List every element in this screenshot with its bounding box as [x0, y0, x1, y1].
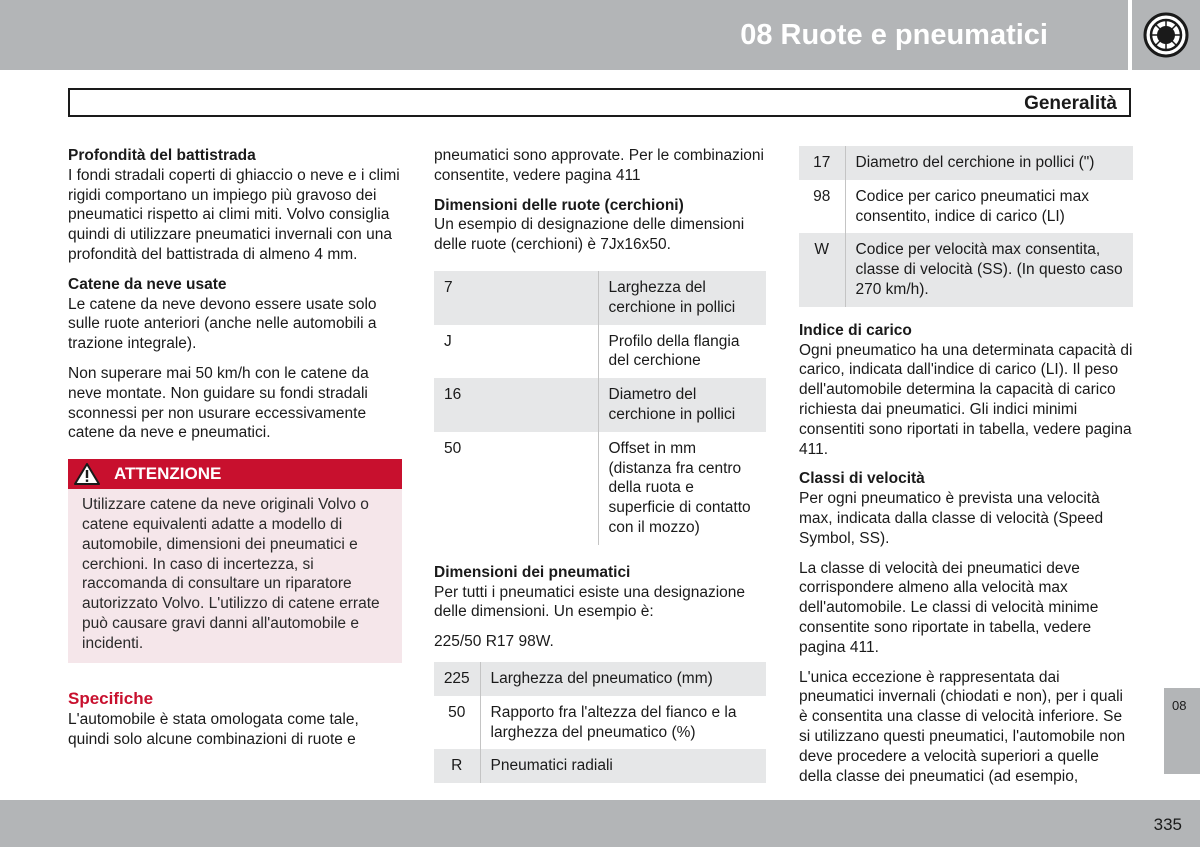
- chapter-side-tab: [1164, 688, 1200, 774]
- chapter-title: 08 Ruote e pneumatici: [740, 19, 1048, 51]
- table-row: [434, 378, 766, 432]
- paragraph-speed-1: Per ogni pneumatico è prevista una velocità max, indicata dalla classe di velocità (Speed Symbol, SS).: [799, 490, 1104, 547]
- table-cell-code: 98: [799, 180, 845, 234]
- table-cell-code: J: [434, 325, 598, 379]
- paragraph-speed-3: L'unica eccezione è rappresentata dai pneumatici invernali (chiodati e non), per i quali è consentita una classe di velocità inferiore. Se si utilizzano questi pneumatici, l'automobile non deve procedere a velocità superiori a quelle della classe dei pneumatici (ad esempio,: [799, 668, 1126, 785]
- side-tab-label: 08: [1172, 698, 1187, 713]
- table-cell-code: 16: [434, 378, 598, 432]
- page-number: 335: [1153, 815, 1182, 834]
- table-row: [799, 180, 1133, 234]
- table-row: [434, 749, 766, 783]
- table-row: [434, 325, 766, 379]
- table-cell-description: Larghezza del pneumatico (mm): [480, 662, 766, 696]
- table-cell-code: W: [799, 233, 845, 306]
- heading-tire-dimensions: Dimensioni dei pneumatici: [434, 563, 631, 581]
- table-cell-code: 50: [434, 432, 598, 545]
- table-cell-code: R: [434, 749, 480, 783]
- warning-header: [68, 459, 402, 489]
- column-1: [68, 146, 402, 760]
- table-cell-code: 225: [434, 662, 480, 696]
- column-3: [799, 146, 1133, 796]
- warning-box: [68, 459, 402, 662]
- chapter-icon-box: [1132, 0, 1200, 70]
- paragraph-load-index: Ogni pneumatico ha una determinata capacità di carico, indicata dall'indice di carico (LI). Il peso dell'automobile determina la capacità di carico richiesta dai pneumatici. Gli indici minimi consentiti sono riportati in tabella, vedere pagina 411.: [799, 341, 1133, 458]
- heading-rim-dimensions: Dimensioni delle ruote (cerchioni): [434, 196, 684, 214]
- paragraph-snow-chains-1: Le catene da neve devono essere usate solo sulle ruote anteriori (anche nelle automobili a trazione integrale).: [68, 295, 377, 353]
- table-row: [434, 662, 766, 696]
- heading-load-index: Indice di carico: [799, 321, 912, 339]
- footer-bar: [0, 800, 1200, 847]
- section-title: Generalità: [1024, 93, 1117, 114]
- column-2: [434, 146, 766, 783]
- table-cell-description: Offset in mm (distanza fra centro della ruota e superficie di contatto con il mozzo): [598, 432, 766, 545]
- table-row: [434, 696, 766, 750]
- paragraph-specifications: L'automobile è stata omologata come tale, quindi solo alcune combinazioni di ruote e: [68, 711, 359, 749]
- table-row: [434, 432, 766, 545]
- tire-designation-table: [434, 662, 766, 783]
- paragraph-rim-dimensions: Un esempio di designazione delle dimensioni delle ruote (cerchioni) è 7Jx16x50.: [434, 216, 745, 254]
- heading-tread-depth: Profondità del battistrada: [68, 147, 256, 164]
- table-cell-description: Profilo della flangia del cerchione: [598, 325, 766, 379]
- table-cell-code: 50: [434, 696, 480, 750]
- warning-triangle-icon: [72, 462, 102, 486]
- paragraph-tire-dimensions: Per tutti i pneumatici esiste una designazione delle dimensioni. Un esempio è:: [434, 583, 746, 621]
- table-row: [799, 233, 1133, 306]
- paragraph-continued: pneumatici sono approvate. Per le combinazioni consentite, vedere pagina 411: [434, 147, 764, 184]
- warning-text: Utilizzare catene da neve originali Volvo o catene equivalenti adatte a modello di automobile, dimensioni dei pneumatici e cerchioni. In caso di incertezza, si raccomanda di consultare un riparatore autorizzato Volvo. L'utilizzo di catene errate può causare gravi danni all'automobile e incidenti.: [82, 496, 380, 652]
- section-header: [68, 88, 1131, 117]
- tire-code-example: 225/50 R17 98W.: [434, 633, 554, 651]
- heading-specifications: Specifiche: [68, 688, 154, 708]
- rim-designation-table: [434, 271, 766, 545]
- table-cell-code: 7: [434, 271, 598, 325]
- heading-speed-classes: Classi di velocità: [799, 470, 925, 488]
- code-explanation-table: [799, 146, 1133, 307]
- table-cell-description: Rapporto fra l'altezza del fianco e la larghezza del pneumatico (%): [480, 696, 766, 750]
- table-cell-code: 17: [799, 146, 845, 180]
- table-cell-description: Pneumatici radiali: [480, 749, 766, 783]
- table-cell-description: Codice per carico pneumatici max consentito, indice di carico (LI): [845, 180, 1133, 234]
- paragraph-snow-chains-2: Non superare mai 50 km/h con le catene da neve montate. Non guidare su fondi stradali sconnessi per non usurare eccessivamente catene da neve e pneumatici.: [68, 364, 369, 442]
- tire-icon: [1142, 11, 1190, 59]
- paragraph-speed-2: La classe di velocità dei pneumatici deve corrispondere almeno alla velocità max dell'automobile. Le classi di velocità minime consentite sono riportate in tabella, vedere pagina 411.: [799, 559, 1099, 656]
- heading-snow-chains: Catene da neve usate: [68, 275, 227, 293]
- header-bar: [0, 0, 1128, 70]
- table-cell-description: Diametro del cerchione in pollici ("): [845, 146, 1133, 180]
- table-cell-description: Codice per velocità max consentita, classe di velocità (SS). (In questo caso 270 km/h).: [845, 233, 1133, 306]
- table-cell-description: Larghezza del cerchione in pollici: [598, 271, 766, 325]
- paragraph-tread-depth: I fondi stradali coperti di ghiaccio o neve e i climi rigidi comportano un impiego più gravoso dei pneumatici rispetto ai climi miti. Volvo consiglia quindi di utilizzare pneumatici invernali con una profondità del battistrada di almeno 4 mm.: [68, 166, 400, 263]
- table-row: [799, 146, 1133, 180]
- warning-title: ATTENZIONE: [114, 464, 222, 484]
- table-cell-description: Diametro del cerchione in pollici: [598, 378, 766, 432]
- table-row: [434, 271, 766, 325]
